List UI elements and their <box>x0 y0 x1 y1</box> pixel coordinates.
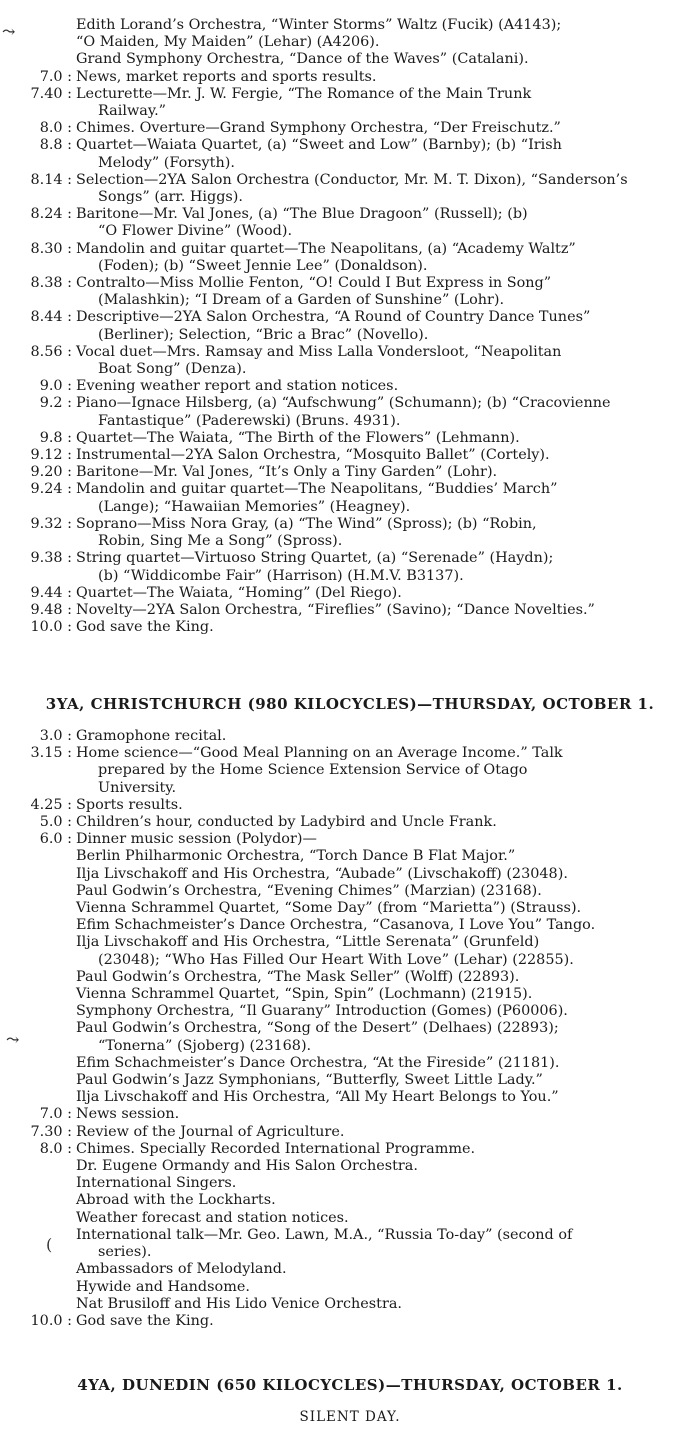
programme-time: 8.0 : <box>39 120 72 137</box>
programme-line <box>0 172 700 189</box>
programme-time: 8.8 : <box>39 137 72 154</box>
programme-text: (23048); “Who Has Filled Our Heart With Love” (Lehar) (22855). <box>98 951 574 968</box>
programme-time: 7.40 : <box>30 85 72 102</box>
programme-time: 7.30 : <box>30 1123 72 1140</box>
programme-time: 9.44 : <box>30 584 72 601</box>
programme-line <box>0 533 700 550</box>
programme-time: 7.0 : <box>39 68 72 85</box>
station-heading-3ya <box>0 695 700 713</box>
programme-text: Quartet—The Waiata, “Homing” (Del Riego). <box>76 584 402 601</box>
programme-line <box>0 137 700 154</box>
programme-line <box>0 1192 700 1209</box>
programme-text: Review of the Journal of Agriculture. <box>76 1123 345 1140</box>
programme-time: 8.0 : <box>39 1140 72 1157</box>
programme-time: 9.0 : <box>39 378 72 395</box>
pencil-mark: ⤳ <box>6 1030 20 1049</box>
programme-text: Novelty—2YA Salon Orchestra, “Fireflies” (Savino); “Dance Novelties.” <box>76 601 595 618</box>
programme-line <box>0 34 700 51</box>
programme-line <box>0 155 700 172</box>
programme-text: God save the King. <box>76 1312 214 1329</box>
programme-time: 8.24 : <box>30 206 72 223</box>
programme-text: Children’s hour, conducted by Ladybird and Uncle Frank. <box>76 814 497 831</box>
programme-time: 3.15 : <box>30 745 72 762</box>
programme-time: 3.0 : <box>39 728 72 744</box>
programme-text: Ilja Livschakoff and His Orchestra, “All My Heart Belongs to You.” <box>76 1089 559 1106</box>
programme-text: Railway.” <box>98 103 166 120</box>
programme-time: 8.38 : <box>30 275 72 292</box>
programme-line <box>0 900 700 917</box>
programme-line <box>0 1296 700 1313</box>
programme-text: Paul Godwin’s Orchestra, “Evening Chimes” (Marzian) (23168). <box>76 882 542 899</box>
programme-text: series). <box>98 1244 152 1261</box>
programme-line <box>0 120 700 137</box>
programme-3ya-section <box>0 728 700 1330</box>
programme-text: (Malashkin); “I Dream of a Garden of Sunshine” (Lohr). <box>98 292 505 309</box>
programme-line <box>0 499 700 516</box>
programme-text: Fantastique” (Paderewski) (Bruns. 4931). <box>98 412 401 429</box>
programme-text: Soprano—Miss Nora Gray, (a) “The Wind” (Spross); (b) “Robin, <box>76 515 537 532</box>
programme-text: Berlin Philharmonic Orchestra, “Torch Dance B Flat Major.” <box>76 848 516 865</box>
programme-line <box>0 395 700 412</box>
programme-time: 8.44 : <box>30 309 72 326</box>
programme-line <box>0 917 700 934</box>
programme-text: “O Maiden, My Maiden” (Lehar) (A4206). <box>76 34 380 51</box>
programme-text: Hywide and Handsome. <box>76 1278 250 1295</box>
programme-text: Instrumental—2YA Salon Orchestra, “Mosquito Ballet” (Cortely). <box>76 447 550 464</box>
programme-text: Home science—“Good Meal Planning on an Average Income.” Talk <box>76 745 563 762</box>
pencil-mark: ( <box>46 1235 53 1254</box>
programme-line <box>0 831 700 848</box>
programme-line <box>0 327 700 344</box>
programme-text: Abroad with the Lockharts. <box>76 1192 276 1209</box>
programme-text: Sports results. <box>76 796 183 813</box>
programme-text: Paul Godwin’s Jazz Symphonians, “Butterfly, Sweet Little Lady.” <box>76 1072 543 1089</box>
programme-text: Mandolin and guitar quartet—The Neapolitans, “Buddies’ March” <box>76 481 558 498</box>
programme-line <box>0 1072 700 1089</box>
programme-text: Robin, Sing Me a Song” (Spross). <box>98 533 343 550</box>
programme-time: 9.32 : <box>30 515 72 532</box>
programme-line <box>0 602 700 619</box>
programme-time: 8.14 : <box>30 171 72 188</box>
programme-time: 9.8 : <box>39 429 72 446</box>
programme-line <box>0 258 700 275</box>
programme-text: Nat Brusiloff and His Lido Venice Orchestra. <box>76 1295 402 1312</box>
programme-time: 9.38 : <box>30 550 72 567</box>
programme-line <box>0 516 700 533</box>
programme-text: prepared by the Home Science Extension Service of Otago <box>98 762 528 779</box>
programme-time: 8.30 : <box>30 240 72 257</box>
programme-line <box>0 568 700 585</box>
programme-line <box>0 1020 700 1037</box>
programme-text: Contralto—Miss Mollie Fenton, “O! Could I But Express in Song” <box>76 275 552 292</box>
programme-line <box>0 1003 700 1020</box>
programme-line <box>0 1055 700 1072</box>
programme-line <box>0 1175 700 1192</box>
programme-line <box>0 241 700 258</box>
programme-line <box>0 866 700 883</box>
programme-time: 9.24 : <box>30 481 72 498</box>
programme-text: Symphony Orchestra, “Il Guarany” Introduction (Gomes) (P60006). <box>76 1003 568 1020</box>
programme-text: Dinner music session (Polydor)— <box>76 831 317 848</box>
programme-text: Gramophone recital. <box>76 728 227 744</box>
programme-text: Vienna Schrammel Quartet, “Spin, Spin” (Lochmann) (21915). <box>76 986 533 1003</box>
programme-time: 10.0 : <box>30 619 72 636</box>
programme-text: Lecturette—Mr. J. W. Fergie, “The Romance of the Main Trunk <box>76 85 532 102</box>
programme-line <box>0 728 700 745</box>
programme-line <box>0 86 700 103</box>
programme-line <box>0 1227 700 1244</box>
programme-line <box>0 780 700 797</box>
programme-text: Evening weather report and station notices. <box>76 378 399 395</box>
programme-text: Piano—Ignace Hilsberg, (a) “Aufschwung” (Schumann); (b) “Cracovienne <box>76 395 611 412</box>
programme-line <box>0 1244 700 1261</box>
programme-time: 9.2 : <box>39 395 72 412</box>
programme-text: Selection—2YA Salon Orchestra (Conductor, Mr. M. T. Dixon), “Sanderson’s <box>76 171 628 188</box>
programme-line <box>0 848 700 865</box>
programme-line <box>0 762 700 779</box>
programme-line <box>0 430 700 447</box>
programme-time: 6.0 : <box>39 831 72 848</box>
programme-time: 10.0 : <box>30 1312 72 1329</box>
programme-time: 8.56 : <box>30 343 72 360</box>
programme-text: Paul Godwin’s Orchestra, “Song of the Desert” (Delhaes) (22893); <box>76 1020 559 1037</box>
programme-line <box>0 797 700 814</box>
programme-text: God save the King. <box>76 619 214 636</box>
programme-line <box>0 189 700 206</box>
programme-line <box>0 952 700 969</box>
programme-text: International Singers. <box>76 1175 237 1192</box>
programme-line <box>0 1279 700 1296</box>
programme-line <box>0 1210 700 1227</box>
programme-text: Songs” (arr. Higgs). <box>98 189 243 206</box>
programme-line <box>0 1038 700 1055</box>
programme-text: News, market reports and sports results. <box>76 68 377 85</box>
programme-text: Chimes. Specially Recorded International Programme. <box>76 1140 476 1157</box>
programme-line <box>0 1124 700 1141</box>
programme-text: (Lange); “Hawaiian Memories” (Heagney). <box>98 498 411 515</box>
programme-line <box>0 103 700 120</box>
programme-text: University. <box>98 779 177 796</box>
programme-text: Ambassadors of Melodyland. <box>76 1261 287 1278</box>
programme-line <box>0 447 700 464</box>
programme-text: (Foden); (b) “Sweet Jennie Lee” (Donaldson). <box>98 257 428 274</box>
programme-line <box>0 969 700 986</box>
programme-line <box>0 17 700 34</box>
programme-text: Baritone—Mr. Val Jones, “It’s Only a Tiny Garden” (Lohr). <box>76 464 498 481</box>
programme-line <box>0 986 700 1003</box>
programme-line <box>0 223 700 240</box>
programme-text: Vienna Schrammel Quartet, “Some Day” (from “Marietta”) (Strauss). <box>76 900 582 917</box>
programme-line <box>0 1261 700 1278</box>
programme-line <box>0 745 700 762</box>
programme-text: “Tonerna” (Sjoberg) (23168). <box>98 1037 312 1054</box>
programme-line <box>0 275 700 292</box>
programme-text: Vocal duet—Mrs. Ramsay and Miss Lalla Vondersloot, “Neapolitan <box>76 343 562 360</box>
programme-time: 9.20 : <box>30 464 72 481</box>
programme-line <box>0 344 700 361</box>
programme-text: Ilja Livschakoff and His Orchestra, “Aubade” (Livschakoff) (23048). <box>76 865 568 882</box>
programme-text: Weather forecast and station notices. <box>76 1209 349 1226</box>
programme-line <box>0 378 700 395</box>
programme-text: Grand Symphony Orchestra, “Dance of the Waves” (Catalani). <box>76 51 529 68</box>
programme-line <box>0 1313 700 1330</box>
heading-text: 3YA, CHRISTCHURCH (980 KILOCYCLES)—THURSDAY, OCTOBER 1. <box>45 695 655 713</box>
programme-time: 7.0 : <box>39 1106 72 1123</box>
programme-text: Mandolin and guitar quartet—The Neapolitans, (a) “Academy Waltz” <box>76 240 576 257</box>
programme-line <box>0 1106 700 1123</box>
programme-text: News session. <box>76 1106 180 1123</box>
programme-line <box>0 814 700 831</box>
programme-time: 4.25 : <box>30 796 72 813</box>
programme-text: Paul Godwin’s Orchestra, “The Mask Seller” (Wolff) (22893). <box>76 968 520 985</box>
programme-text: String quartet—Virtuoso String Quartet, (a) “Serenade” (Haydn); <box>76 550 554 567</box>
silent-day-notice: SILENT DAY. <box>299 1409 401 1425</box>
programme-line <box>0 883 700 900</box>
programme-text: Descriptive—2YA Salon Orchestra, “A Round of Country Dance Tunes” <box>76 309 591 326</box>
programme-line <box>0 51 700 68</box>
programme-line <box>0 69 700 86</box>
programme-text: Dr. Eugene Ormandy and His Salon Orchestra. <box>76 1158 418 1175</box>
programme-text: Ilja Livschakoff and His Orchestra, “Little Serenata” (Grunfeld) <box>76 934 540 951</box>
programme-text: Melody” (Forsyth). <box>98 154 235 171</box>
programme-line <box>0 1141 700 1158</box>
programme-text: Efim Schachmeister’s Dance Orchestra, “At the Fireside” (21181). <box>76 1054 560 1071</box>
programme-line <box>0 292 700 309</box>
programme-text: Quartet—Waiata Quartet, (a) “Sweet and Low” (Barnby); (b) “Irish <box>76 137 562 154</box>
programme-text: Boat Song” (Denza). <box>98 361 247 378</box>
programme-line <box>0 413 700 430</box>
programme-text: Efim Schachmeister’s Dance Orchestra, “Casanova, I Love You” Tango. <box>76 917 596 934</box>
programme-line <box>0 1089 700 1106</box>
programme-line <box>0 1158 700 1175</box>
programme-line <box>0 619 700 636</box>
programme-text: (b) “Widdicombe Fair” (Harrison) (H.M.V. B3137). <box>98 567 464 584</box>
pencil-mark: ⤳ <box>2 22 16 41</box>
programme-text: (Berliner); Selection, “Bric a Brac” (Novello). <box>98 326 429 343</box>
programme-2ya-section <box>0 17 700 636</box>
station-heading-4ya <box>0 1376 700 1394</box>
programme-time: 5.0 : <box>39 814 72 831</box>
programme-text: Edith Lorand’s Orchestra, “Winter Storms” Waltz (Fucik) (A4143); <box>76 17 562 33</box>
programme-line <box>0 361 700 378</box>
programme-line <box>0 464 700 481</box>
programme-line <box>0 585 700 602</box>
programme-time: 9.12 : <box>30 447 72 464</box>
programme-line <box>0 934 700 951</box>
programme-text: Quartet—The Waiata, “The Birth of the Flowers” (Lehmann). <box>76 429 520 446</box>
programme-text: International talk—Mr. Geo. Lawn, M.A., “Russia To-day” (second of <box>76 1226 573 1243</box>
programme-time: 9.48 : <box>30 601 72 618</box>
heading-text: 4YA, DUNEDIN (650 KILOCYCLES)—THURSDAY, OCTOBER 1. <box>77 1376 623 1394</box>
programme-line <box>0 550 700 567</box>
programme-text: “O Flower Divine” (Wood). <box>98 223 293 240</box>
programme-text: Baritone—Mr. Val Jones, (a) “The Blue Dragoon” (Russell); (b) <box>76 206 528 223</box>
programme-line <box>0 206 700 223</box>
programme-line <box>0 309 700 326</box>
programme-line <box>0 481 700 498</box>
programme-text: Chimes. Overture—Grand Symphony Orchestra, “Der Freischutz.” <box>76 120 561 137</box>
